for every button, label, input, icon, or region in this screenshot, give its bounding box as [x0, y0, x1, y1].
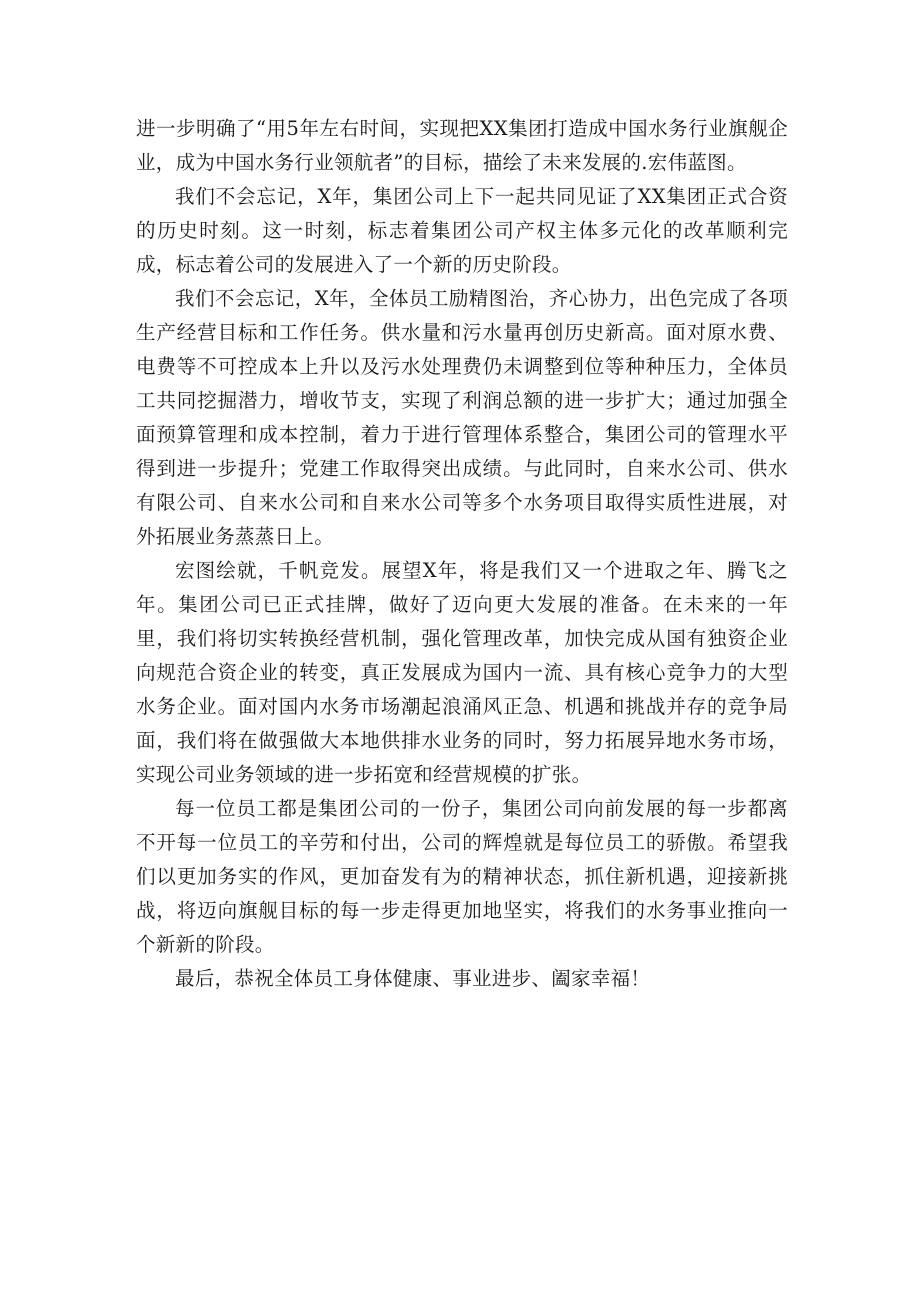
paragraph-5: 每一位员工都是集团公司的一份子，集团公司向前发展的每一步都离不开每一位员工的辛劳和付出，公司的辉煌就是每位员工的骄傲。希望我们以更加务实的作风，更加奋发有为的精神状态，抓住新机遇，迎接新挑战，将迈向旗舰目标的每一步走得更加地坚实，将我们的水务事业推向一个新新的阶段。 [136, 797, 788, 956]
paragraph-6: 最后，恭祝全体员工身体健康、事业进步、阖家幸福！ [175, 967, 651, 990]
paragraph-4: 宏图绘就，千帆竞发。展望X年，将是我们又一个进取之年、腾飞之年。集团公司已正式挂牌，做好了迈向更大发展的准备。在未来的一年里，我们将切实转换经营机制，强化管理改革，加快完成从国有独资企业向规范合资企业的转变，真正发展成为国内一流、具有核心竞争力的大型水务企业。面对国内水务市场潮起浪涌风正急、机遇和挑战并存的竞争局面，我们将在做强做大本地供排水业务的同时，努力拓展异地水务市场，实现公司业务领域的进一步拓宽和经营规模的扩张。 [136, 559, 788, 786]
paragraph-3: 我们不会忘记，X年，全体员工励精图治，齐心协力，出色完成了各项生产经营目标和工作任务。供水量和污水量再创历史新高。面对原水费、电费等不可控成本上升以及污水处理费仍未调整到位等种种压力，全体员工共同挖掘潜力，增收节支，实现了利润总额的进一步扩大；通过加强全面预算管理和成本控制，着力于进行管理体系整合，集团公司的管理水平得到进一步提升；党建工作取得突出成绩。与此同时，自来水公司、供水有限公司、自来水公司和自来水公司等多个水务项目取得实质性进展，对外拓展业务蒸蒸日上。 [136, 287, 788, 548]
document-body [136, 112, 788, 996]
paragraph-1: 进一步明确了“用5年左右时间，实现把XX集团打造成中国水务行业旗舰企业，成为中国水务行业领航者”的目标，描绘了未来发展的.宏伟蓝图。 [136, 117, 788, 174]
paragraph-2: 我们不会忘记，X年，集团公司上下一起共同见证了XX集团正式合资的历史时刻。这一时刻，标志着集团公司产权主体多元化的改革顺利完成，标志着公司的发展进入了一个新的历史阶段。 [136, 185, 788, 276]
